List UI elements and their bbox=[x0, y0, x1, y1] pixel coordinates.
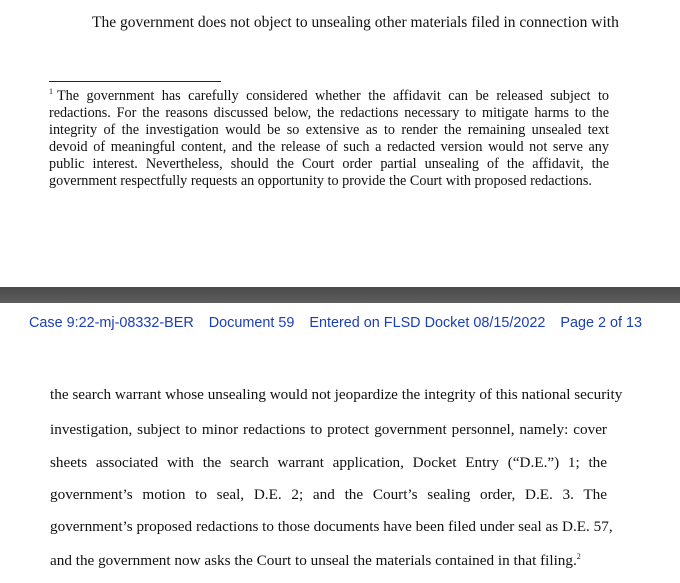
current-page bbox=[0, 303, 680, 583]
page-number: Page 2 of 13 bbox=[560, 315, 642, 331]
paragraph-line: the search warrant whose unsealing would not jeopardize the integrity of this national security bbox=[50, 386, 623, 403]
paragraph-line: sheets associated with the search warrant application, Docket Entry (“D.E.”) 1; the bbox=[50, 454, 607, 471]
paragraph-line-last bbox=[50, 552, 607, 570]
footnote-separator bbox=[49, 81, 221, 82]
paragraph-line: government’s motion to seal, D.E. 2; and the Court’s sealing order, D.E. 3. The bbox=[50, 486, 607, 503]
paragraph-line-text: and the government now asks the Court to unseal the materials contained in that filing. bbox=[50, 552, 577, 569]
case-number: Case 9:22-mj-08332-BER bbox=[29, 315, 194, 331]
document-number: Document 59 bbox=[208, 315, 295, 331]
previous-page bbox=[0, 0, 680, 287]
footnote-text: The government has carefully considered whether the affidavit can be released subject to redactions. For the reasons discussed below, the redactions necessary to mitigate harms to the integrity of the investigation would be so extensive as to render the remaining unsealed text devoid of meaningful content, and the release of such a redacted version would not serve any public interest. Nevertheless, should the Court order partial unsealing of the affidavit, the government respectfully requests an opportunity to provide the Court with proposed redactions. bbox=[49, 88, 609, 189]
footnote-1 bbox=[49, 88, 609, 190]
footnote-ref-2: 2 bbox=[576, 551, 581, 561]
case-header bbox=[29, 315, 642, 331]
docket-entry: Entered on FLSD Docket 08/15/2022 bbox=[309, 315, 546, 331]
body-text-line: The government does not object to unsealing other materials filed in connection with bbox=[92, 14, 619, 31]
footnote-number: 1 bbox=[49, 87, 53, 97]
paragraph-line: investigation, subject to minor redactions to protect government personnel, namely: cover bbox=[50, 421, 607, 438]
paragraph-line: government’s proposed redactions to those documents have been filed under seal as D.E. 57, bbox=[50, 518, 613, 535]
page-divider bbox=[0, 287, 680, 303]
